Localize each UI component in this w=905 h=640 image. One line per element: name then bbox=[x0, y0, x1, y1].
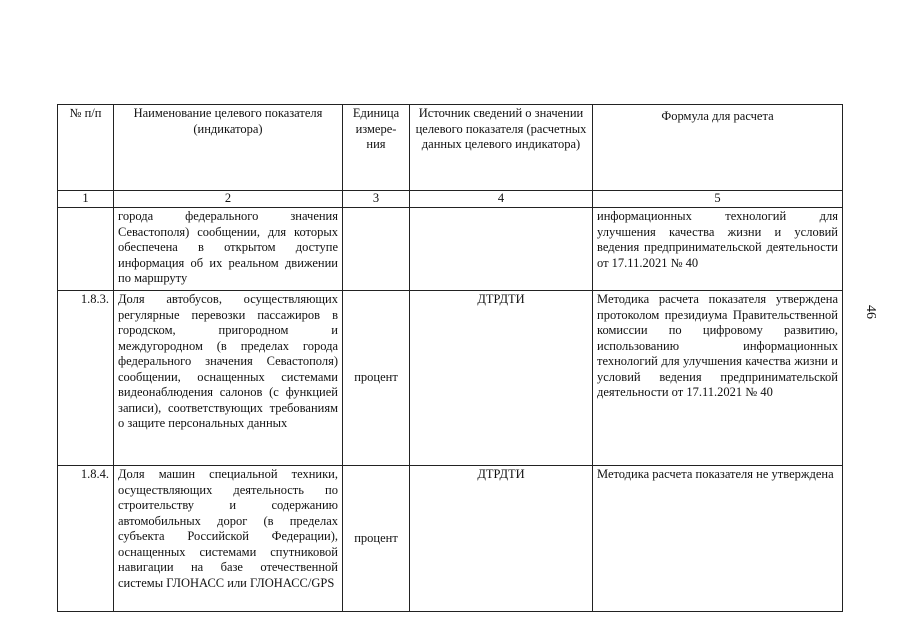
column-index: 1 bbox=[58, 191, 114, 208]
calculation-formula: Методика расчета показателя не утверждена bbox=[593, 466, 843, 612]
header-unit: Единица измере-ния bbox=[343, 105, 410, 191]
data-source: ДТРДТИ bbox=[410, 291, 593, 466]
table-row bbox=[58, 291, 843, 466]
indicator-name: Доля автобусов, осуществляющих регулярные перевозки пассажиров в городском, пригородном и междугородном (в пределах города федерального значения Севастополя) сообщении, оснащенных системами видеонаблюдения салонов (с функцией записи), соответствующих требованиям о защите персональных данных bbox=[114, 291, 343, 466]
unit-of-measure: процент bbox=[343, 291, 410, 466]
data-source bbox=[410, 208, 593, 291]
header-formula: Формула для расчета bbox=[593, 105, 843, 191]
row-number: 1.8.4. bbox=[58, 466, 114, 612]
row-number bbox=[58, 208, 114, 291]
indicator-name: Доля машин специальной техники, осуществляющих деятельность по строительству и содержанию автомобильных дорог (в пределах субъекта Российской Федерации), оснащенных системами спутниковой навигации на базе отечественной системы ГЛОНАСС или ГЛОНАСС/GPS bbox=[114, 466, 343, 612]
indicator-name: города федерального значения Севастополя) сообщении, для которых обеспечена в открытом доступе информация об их реальном движении по маршруту bbox=[114, 208, 343, 291]
header-source: Источник сведений о значении целевого показателя (расчетных данных целевого индикатора) bbox=[410, 105, 593, 191]
unit-of-measure bbox=[343, 208, 410, 291]
header-num: № п/п bbox=[58, 105, 114, 191]
data-source: ДТРДТИ bbox=[410, 466, 593, 612]
column-index: 3 bbox=[343, 191, 410, 208]
table-row bbox=[58, 466, 843, 612]
calculation-formula: информационных технологий для улучшения качества жизни и условий ведения предпринимательской деятельности от 17.11.2021 № 40 bbox=[593, 208, 843, 291]
indicator-table bbox=[57, 104, 843, 612]
table-row bbox=[58, 208, 843, 291]
row-number: 1.8.3. bbox=[58, 291, 114, 466]
header-name: Наименование целевого показателя (индикатора) bbox=[114, 105, 343, 191]
column-index: 5 bbox=[593, 191, 843, 208]
column-index: 2 bbox=[114, 191, 343, 208]
table-header-row bbox=[58, 105, 843, 191]
calculation-formula: Методика расчета показателя утверждена протоколом президиума Правительственной комиссии по цифровому развитию, использованию информационных технологий для улучшения качества жизни и условий ведения предпринимательской деятельности от 17.11.2021 № 40 bbox=[593, 291, 843, 466]
column-index: 4 bbox=[410, 191, 593, 208]
page-number: 46 bbox=[863, 305, 878, 319]
unit-of-measure: процент bbox=[343, 466, 410, 612]
column-index-row bbox=[58, 191, 843, 208]
